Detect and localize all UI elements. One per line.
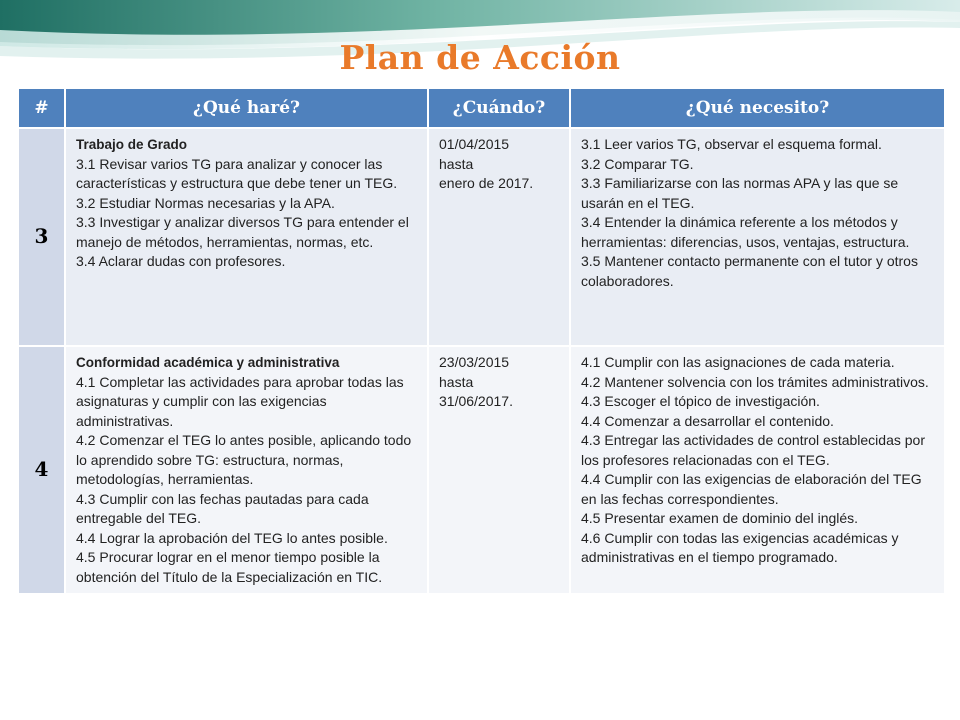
task-line: 4.1 Completar las actividades para aprobar todas las asignaturas y cumplir con las exigencias administrativas. xyxy=(76,373,404,429)
task-line: 4.4 Lograr la aprobación del TEG lo antes posible. xyxy=(76,529,388,546)
need-line: 3.1 Leer varios TG, observar el esquema formal. xyxy=(581,136,882,152)
need-line: 4.3 Entregar las actividades de control establecidas por los profesores relacionadas con el TEG. xyxy=(581,432,925,468)
date-separator: hasta xyxy=(439,373,474,390)
header-needs: ¿Qué necesito? xyxy=(570,88,945,128)
need-line: 3.3 Familiarizarse con las normas APA y las que se usarán en el TEG. xyxy=(581,175,899,211)
need-line: 4.1 Cumplir con las asignaciones de cada materia. xyxy=(581,354,895,370)
task-line: 3.4 Aclarar dudas con profesores. xyxy=(76,253,286,269)
task-title: Trabajo de Grado xyxy=(76,137,188,152)
need-line: 4.4 Comenzar a desarrollar el contenido. xyxy=(581,412,834,429)
task-cell xyxy=(65,128,428,346)
table-header-row xyxy=(18,88,945,128)
page-title: Plan de Acción xyxy=(339,38,621,77)
need-line: 4.5 Presentar examen de dominio del inglés. xyxy=(581,510,859,526)
need-line: 3.2 Comparar TG. xyxy=(581,155,694,172)
need-line: 3.5 Mantener contacto permanente con el tutor y otros colaboradores. xyxy=(581,253,918,289)
table-row xyxy=(18,346,945,594)
row-number: 4 xyxy=(18,346,65,594)
task-line: 3.3 Investigar y analizar diversos TG para entender el manejo de métodos, herramientas, normas, etc. xyxy=(76,214,409,250)
need-line: 4.6 Cumplir con todas las exigencias académicas y administrativas en el tiempo programado. xyxy=(581,529,899,565)
header-what: ¿Qué haré? xyxy=(65,88,428,128)
start-date: 23/03/2015 xyxy=(439,354,510,370)
table-row xyxy=(18,128,945,346)
task-line: 4.2 Comenzar el TEG lo antes posible, aplicando todo lo aprendido sobre TG: estructura, normas, metodologías, herramientas. xyxy=(76,432,412,487)
action-plan-table xyxy=(17,87,946,595)
task-title: Conformidad académica y administrativa xyxy=(76,355,340,370)
header-number: # xyxy=(18,88,65,128)
when-cell xyxy=(428,346,570,594)
needs-cell xyxy=(570,346,945,594)
task-line: 4.5 Procurar lograr en el menor tiempo posible la obtención del Título de la Especialización en TIC. xyxy=(76,549,383,585)
row-number: 3 xyxy=(18,128,65,346)
task-line: 3.2 Estudiar Normas necesarias y la APA. xyxy=(76,194,335,211)
end-date: enero de 2017. xyxy=(439,175,534,191)
date-separator: hasta xyxy=(439,155,474,172)
when-cell xyxy=(428,128,570,346)
need-line: 3.4 Entender la dinámica referente a los métodos y herramientas: diferencias, usos, ventajas, estructura. xyxy=(581,214,910,250)
task-line: 3.1 Revisar varios TG para analizar y conocer las características y estructura que debe tener un TEG. xyxy=(76,155,398,191)
needs-cell xyxy=(570,128,945,346)
end-date: 31/06/2017. xyxy=(439,393,513,409)
need-line: 4.4 Cumplir con las exigencias de elaboración del TEG en las fechas correspondientes. xyxy=(581,471,922,507)
header-when: ¿Cuándo? xyxy=(428,88,570,128)
need-line: 4.3 Escoger el tópico de investigación. xyxy=(581,393,820,409)
start-date: 01/04/2015 xyxy=(439,136,510,152)
task-cell xyxy=(65,346,428,594)
task-line: 4.3 Cumplir con las fechas pautadas para cada entregable del TEG. xyxy=(76,490,369,526)
need-line: 4.2 Mantener solvencia con los trámites administrativos. xyxy=(581,373,929,390)
